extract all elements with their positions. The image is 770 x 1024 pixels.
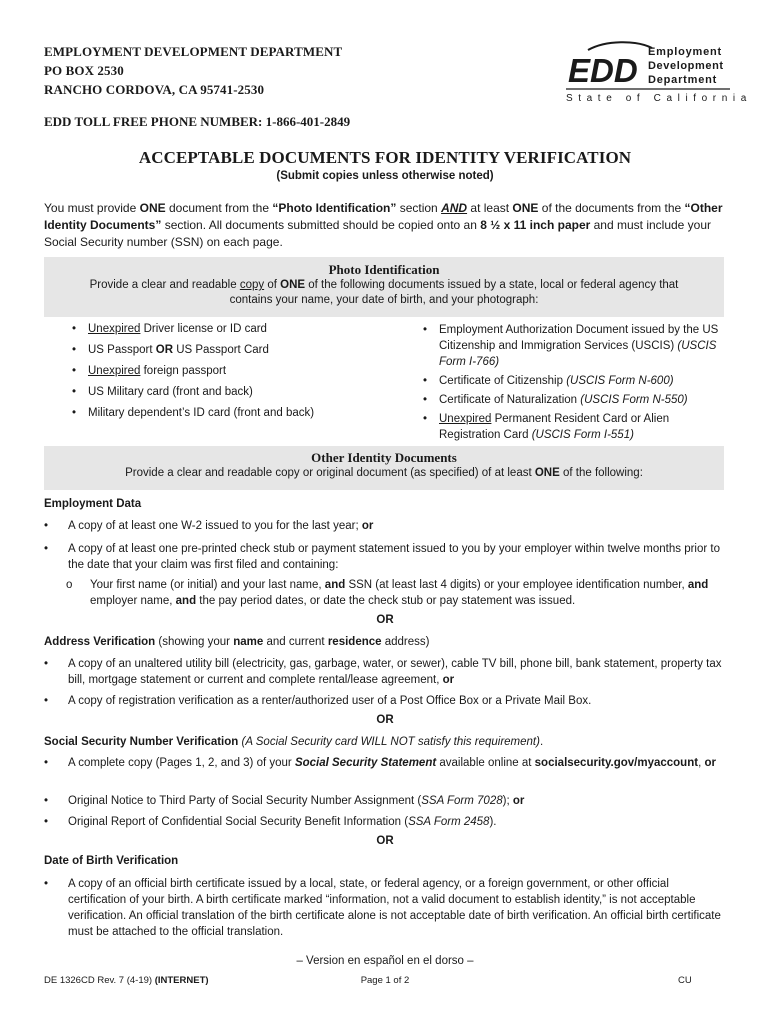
- page-title: ACCEPTABLE DOCUMENTS FOR IDENTITY VERIFICATION: [138, 148, 632, 167]
- photo-id-heading: Photo Identification: [328, 262, 440, 277]
- or-divider: OR: [376, 835, 394, 847]
- logo-line1: Employment: [648, 46, 723, 58]
- footer-code: CU: [678, 975, 692, 986]
- other-docs-header: [44, 446, 724, 490]
- intro-paragraph: You must provide ONE document from the “Photo Identification” section AND at least ONE of the documents from the “Other Identity Documents” section. All documents submitted should be copied onto an 8 ½ x 11 inch paper and must include your Social Security number (SSN) on each page.: [44, 201, 723, 249]
- or-divider: OR: [376, 614, 394, 626]
- sub-list-item: o Your first name (or initial) and your last name, and SSN (at least last 4 digits) or your employee identification number, and employer name, and the pay period dates, or date the check stub or pay statement was issued.: [66, 579, 709, 607]
- list-item: • US Passport OR US Passport Card: [72, 344, 269, 356]
- address-heading: Address Verification (showing your name and current residence address): [44, 636, 430, 648]
- list-item: • Military dependent’s ID card (front and back): [72, 407, 315, 419]
- list-item: • A copy of at least one pre-printed check stub or payment statement issued to you by your employer within twelve months prior to the date that your claim was first filed and containing:: [44, 543, 720, 571]
- list-item: • A complete copy (Pages 1, 2, and 3) of your Social Security Statement available online at socialsecurity.gov/myaccount, or: [44, 757, 716, 769]
- list-item: • Employment Authorization Document issued by the US Citizenship and Immigration Services (USCIS) (USCIS Form I-766): [423, 324, 719, 368]
- agency-city: RANCHO CORDOVA, CA 95741-2530: [44, 82, 265, 97]
- logo-line2: Development: [648, 60, 724, 72]
- list-item: • Unexpired Permanent Resident Card or Alien Registration Card (USCIS Form I-551): [423, 413, 670, 441]
- other-docs-description: Provide a clear and readable copy or original document (as specified) of at least ONE of the following:: [125, 467, 643, 479]
- edd-logo: [566, 42, 752, 104]
- list-item: • Original Notice to Third Party of Social Security Number Assignment (SSA Form 7028); or: [44, 795, 525, 807]
- employment-heading: Employment Data: [44, 498, 142, 510]
- agency-name: EMPLOYMENT DEVELOPMENT DEPARTMENT: [44, 44, 343, 59]
- list-item: • A copy of at least one W-2 issued to you for the last year; or: [44, 520, 374, 532]
- dob-heading: Date of Birth Verification: [44, 855, 179, 867]
- list-item: • Unexpired Driver license or ID card: [72, 323, 267, 335]
- or-divider: OR: [376, 714, 394, 726]
- page-subtitle: (Submit copies unless otherwise noted): [276, 170, 494, 182]
- logo-mark: EDD: [568, 52, 638, 89]
- agency-address: [44, 42, 342, 99]
- logo-line3: Department: [648, 74, 718, 86]
- form-number: DE 1326CD Rev. 7 (4-19) (INTERNET): [44, 975, 209, 986]
- ssn-heading: Social Security Number Verification (A Social Security card WILL NOT satisfy this requirement).: [44, 736, 544, 748]
- list-item: • Unexpired foreign passport: [72, 365, 227, 377]
- agency-po-box: PO BOX 2530: [44, 63, 124, 78]
- list-item: • Certificate of Naturalization (USCIS Form N-550): [423, 394, 688, 406]
- logo-state: State of California: [566, 93, 752, 104]
- logo-arc-icon: [588, 42, 652, 50]
- list-item: • Certificate of Citizenship (USCIS Form N-600): [423, 375, 674, 387]
- photo-id-list-right: [415, 322, 725, 446]
- photo-id-list-left: [64, 322, 364, 427]
- spanish-version-note: – Version en español en el dorso –: [296, 955, 474, 967]
- list-item: • A copy of an unaltered utility bill (electricity, gas, garbage, water, or sewer), cable TV bill, phone bill, bank statement, property tax bill, mortgage statement or current and complete rental/lease agreement, or: [44, 658, 722, 686]
- other-docs-heading: Other Identity Documents: [311, 450, 457, 465]
- list-item: • A copy of registration verification as a renter/authorized user of a Post Office Box or a Private Mail Box.: [44, 695, 592, 707]
- list-item: • A copy of an official birth certificate issued by a local, state, or federal agency, or a foreign government, or other official certification of your birth. A birth certificate marked “information, not a valid document to establish identity,” is not acceptable verification. An official translation of the birth certificate alone is not acceptable date of birth verification. An official birth certificate must be attached to the official translation.: [44, 878, 721, 938]
- list-item: • Original Report of Confidential Social Security Benefit Information (SSA Form 2458).: [44, 816, 497, 828]
- toll-free-phone: EDD TOLL FREE PHONE NUMBER: 1-866-401-2849: [44, 114, 351, 129]
- photo-id-description: Provide a clear and readable copy of ONE of the following documents issued by a state, local or federal agency that contains your name, your date of birth, and your photograph:: [89, 279, 679, 306]
- page-number: Page 1 of 2: [360, 975, 410, 986]
- photo-id-header: [44, 257, 724, 317]
- list-item: • US Military card (front and back): [72, 386, 253, 398]
